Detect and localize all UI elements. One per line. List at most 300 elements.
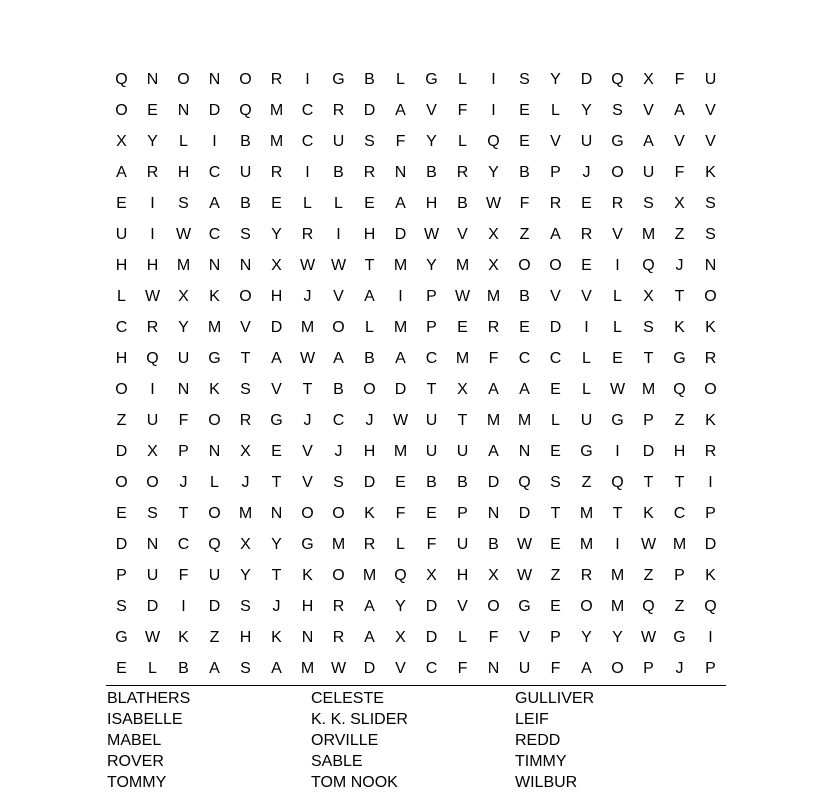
grid-letter[interactable]: S — [643, 194, 654, 212]
grid-letter[interactable]: S — [612, 101, 623, 119]
grid-letter[interactable]: F — [674, 163, 685, 181]
grid-letter[interactable]: E — [457, 318, 468, 336]
grid-letter[interactable]: F — [395, 132, 406, 150]
grid-letter[interactable]: L — [210, 473, 219, 491]
grid-letter[interactable]: V — [302, 442, 313, 460]
grid-letter[interactable]: E — [116, 504, 127, 522]
grid-letter[interactable]: D — [518, 504, 531, 522]
grid-letter[interactable]: V — [612, 225, 623, 243]
grid-letter[interactable]: M — [331, 535, 346, 553]
grid-letter[interactable]: S — [364, 132, 375, 150]
grid-letter[interactable]: A — [364, 597, 375, 615]
grid-letter[interactable]: T — [364, 256, 375, 274]
grid-letter[interactable]: Z — [116, 411, 127, 429]
grid-letter[interactable]: X — [488, 256, 499, 274]
grid-letter[interactable]: Y — [488, 163, 499, 181]
grid-letter[interactable]: M — [362, 566, 377, 584]
grid-letter[interactable]: G — [580, 442, 593, 460]
grid-letter[interactable]: O — [611, 163, 624, 181]
grid-letter[interactable]: D — [425, 597, 438, 615]
grid-letter[interactable]: M — [641, 225, 656, 243]
grid-letter[interactable]: X — [116, 132, 127, 150]
grid-letter[interactable]: C — [673, 504, 686, 522]
grid-letter[interactable]: V — [519, 628, 530, 646]
grid-letter[interactable]: E — [581, 256, 592, 274]
grid-letter[interactable]: P — [643, 659, 654, 677]
grid-letter[interactable]: R — [332, 628, 345, 646]
grid-letter[interactable]: V — [581, 287, 592, 305]
grid-letter[interactable]: N — [704, 256, 717, 274]
grid-letter[interactable]: Z — [581, 473, 592, 491]
grid-letter[interactable]: P — [426, 318, 437, 336]
grid-letter[interactable]: T — [271, 566, 282, 584]
grid-letter[interactable]: N — [518, 442, 531, 460]
grid-letter[interactable]: W — [392, 411, 409, 429]
grid-letter[interactable]: E — [550, 597, 561, 615]
grid-letter[interactable]: E — [271, 194, 282, 212]
grid-letter[interactable]: P — [705, 504, 716, 522]
grid-letter[interactable]: M — [238, 504, 253, 522]
grid-letter[interactable]: A — [643, 132, 654, 150]
grid-letter[interactable]: X — [240, 535, 251, 553]
grid-letter[interactable]: N — [146, 535, 159, 553]
grid-letter[interactable]: A — [364, 628, 375, 646]
grid-letter[interactable]: O — [363, 380, 376, 398]
grid-letter[interactable]: V — [550, 132, 561, 150]
grid-letter[interactable]: R — [332, 101, 345, 119]
grid-letter[interactable]: R — [146, 163, 159, 181]
grid-letter[interactable]: R — [704, 349, 717, 367]
grid-letter[interactable]: Z — [550, 566, 561, 584]
grid-letter[interactable]: Q — [394, 566, 407, 584]
grid-letter[interactable]: H — [270, 287, 283, 305]
grid-letter[interactable]: A — [674, 101, 685, 119]
grid-letter[interactable]: P — [426, 287, 437, 305]
grid-letter[interactable]: M — [393, 256, 408, 274]
grid-letter[interactable]: A — [581, 659, 592, 677]
grid-letter[interactable]: C — [115, 318, 128, 336]
grid-letter[interactable]: W — [144, 628, 161, 646]
grid-letter[interactable]: A — [271, 349, 282, 367]
grid-letter[interactable]: X — [178, 287, 189, 305]
grid-letter[interactable]: C — [208, 225, 221, 243]
grid-letter[interactable]: A — [271, 659, 282, 677]
grid-letter[interactable]: D — [642, 442, 655, 460]
grid-letter[interactable]: V — [705, 132, 716, 150]
grid-letter[interactable]: K — [209, 287, 220, 305]
grid-letter[interactable]: Q — [704, 597, 717, 615]
grid-letter[interactable]: U — [177, 349, 190, 367]
grid-letter[interactable]: K — [705, 411, 716, 429]
grid-letter[interactable]: N — [146, 70, 159, 88]
grid-letter[interactable]: G — [518, 597, 531, 615]
grid-letter[interactable]: M — [176, 256, 191, 274]
grid-letter[interactable]: D — [270, 318, 283, 336]
grid-letter[interactable]: J — [334, 442, 343, 460]
grid-letter[interactable]: Y — [550, 70, 561, 88]
grid-letter[interactable]: R — [363, 535, 376, 553]
grid-letter[interactable]: J — [303, 411, 312, 429]
grid-letter[interactable]: D — [363, 473, 376, 491]
grid-letter[interactable]: V — [333, 287, 344, 305]
grid-letter[interactable]: C — [518, 349, 531, 367]
grid-letter[interactable]: Q — [673, 380, 686, 398]
grid-letter[interactable]: N — [208, 70, 221, 88]
grid-letter[interactable]: D — [549, 318, 562, 336]
grid-letter[interactable]: O — [115, 101, 128, 119]
grid-letter[interactable]: K — [643, 504, 654, 522]
grid-letter[interactable]: E — [612, 349, 623, 367]
grid-letter[interactable]: S — [240, 597, 251, 615]
grid-letter[interactable]: J — [675, 256, 684, 274]
grid-letter[interactable]: E — [147, 101, 158, 119]
grid-letter[interactable]: T — [643, 349, 654, 367]
grid-letter[interactable]: O — [332, 504, 345, 522]
grid-letter[interactable]: L — [303, 194, 312, 212]
grid-letter[interactable]: L — [551, 411, 560, 429]
grid-letter[interactable]: A — [209, 659, 220, 677]
grid-letter[interactable]: O — [704, 380, 717, 398]
grid-letter[interactable]: C — [332, 411, 345, 429]
grid-letter[interactable]: E — [116, 194, 127, 212]
grid-letter[interactable]: R — [487, 318, 500, 336]
grid-letter[interactable]: A — [209, 194, 220, 212]
grid-letter[interactable]: F — [395, 504, 406, 522]
grid-letter[interactable]: Q — [611, 473, 624, 491]
grid-letter[interactable]: N — [208, 442, 221, 460]
grid-letter[interactable]: H — [673, 442, 686, 460]
grid-letter[interactable]: B — [364, 349, 375, 367]
grid-letter[interactable]: Q — [642, 597, 655, 615]
grid-letter[interactable]: N — [394, 163, 407, 181]
grid-letter[interactable]: X — [643, 287, 654, 305]
grid-letter[interactable]: A — [395, 349, 406, 367]
grid-letter[interactable]: D — [146, 597, 159, 615]
grid-letter[interactable]: G — [332, 70, 345, 88]
grid-letter[interactable]: E — [426, 504, 437, 522]
grid-letter[interactable]: D — [208, 597, 221, 615]
grid-letter[interactable]: M — [610, 566, 625, 584]
grid-letter[interactable]: Y — [426, 132, 437, 150]
grid-letter[interactable]: F — [550, 659, 561, 677]
grid-letter[interactable]: V — [550, 287, 561, 305]
grid-letter[interactable]: U — [456, 442, 469, 460]
grid-letter[interactable]: Q — [115, 70, 128, 88]
grid-letter[interactable]: S — [550, 473, 561, 491]
grid-letter[interactable]: P — [178, 442, 189, 460]
grid-letter[interactable]: N — [301, 628, 314, 646]
grid-letter[interactable]: N — [270, 504, 283, 522]
grid-letter[interactable]: I — [305, 70, 310, 88]
grid-letter[interactable]: O — [332, 566, 345, 584]
grid-letter[interactable]: T — [302, 380, 313, 398]
grid-letter[interactable]: T — [643, 473, 654, 491]
grid-letter[interactable]: V — [674, 132, 685, 150]
grid-letter[interactable]: J — [303, 287, 312, 305]
grid-letter[interactable]: T — [271, 473, 282, 491]
grid-letter[interactable]: W — [609, 380, 626, 398]
grid-letter[interactable]: B — [333, 380, 344, 398]
grid-letter[interactable]: K — [364, 504, 375, 522]
grid-letter[interactable]: J — [241, 473, 250, 491]
grid-letter[interactable]: M — [393, 442, 408, 460]
grid-letter[interactable]: E — [395, 473, 406, 491]
grid-letter[interactable]: C — [301, 101, 314, 119]
grid-letter[interactable]: H — [425, 194, 438, 212]
grid-letter[interactable]: D — [363, 101, 376, 119]
grid-letter[interactable]: R — [704, 442, 717, 460]
grid-letter[interactable]: H — [363, 225, 376, 243]
grid-letter[interactable]: M — [455, 349, 470, 367]
grid-letter[interactable]: I — [181, 597, 186, 615]
grid-letter[interactable]: B — [457, 194, 468, 212]
grid-letter[interactable]: V — [457, 597, 468, 615]
grid-letter[interactable]: L — [613, 287, 622, 305]
grid-letter[interactable]: D — [363, 659, 376, 677]
grid-letter[interactable]: A — [488, 442, 499, 460]
grid-letter[interactable]: C — [301, 132, 314, 150]
grid-letter[interactable]: F — [178, 566, 189, 584]
grid-letter[interactable]: B — [519, 163, 530, 181]
grid-letter[interactable]: P — [643, 411, 654, 429]
grid-letter[interactable]: T — [550, 504, 561, 522]
grid-letter[interactable]: M — [641, 380, 656, 398]
grid-letter[interactable]: M — [486, 287, 501, 305]
grid-letter[interactable]: B — [426, 163, 437, 181]
grid-letter[interactable]: G — [611, 411, 624, 429]
grid-letter[interactable]: E — [364, 194, 375, 212]
grid-letter[interactable]: S — [147, 504, 158, 522]
grid-letter[interactable]: I — [150, 225, 155, 243]
grid-letter[interactable]: R — [549, 194, 562, 212]
grid-letter[interactable]: Y — [147, 132, 158, 150]
grid-letter[interactable]: N — [177, 380, 190, 398]
grid-letter[interactable]: U — [704, 70, 717, 88]
grid-letter[interactable]: L — [458, 628, 467, 646]
grid-letter[interactable]: U — [580, 132, 593, 150]
grid-letter[interactable]: R — [270, 163, 283, 181]
grid-letter[interactable]: D — [115, 442, 128, 460]
grid-letter[interactable]: I — [491, 70, 496, 88]
grid-letter[interactable]: W — [454, 287, 471, 305]
grid-letter[interactable]: W — [330, 256, 347, 274]
grid-letter[interactable]: L — [179, 132, 188, 150]
grid-letter[interactable]: V — [395, 659, 406, 677]
grid-letter[interactable]: L — [582, 349, 591, 367]
grid-letter[interactable]: A — [395, 194, 406, 212]
grid-letter[interactable]: W — [299, 349, 316, 367]
grid-letter[interactable]: X — [271, 256, 282, 274]
grid-letter[interactable]: Y — [426, 256, 437, 274]
grid-letter[interactable]: X — [240, 442, 251, 460]
grid-letter[interactable]: V — [426, 101, 437, 119]
grid-letter[interactable]: D — [208, 101, 221, 119]
grid-letter[interactable]: J — [272, 597, 281, 615]
grid-letter[interactable]: U — [425, 411, 438, 429]
grid-letter[interactable]: U — [239, 163, 252, 181]
grid-letter[interactable]: K — [674, 318, 685, 336]
grid-letter[interactable]: J — [365, 411, 374, 429]
grid-letter[interactable]: A — [519, 380, 530, 398]
grid-letter[interactable]: L — [458, 132, 467, 150]
grid-letter[interactable]: E — [519, 132, 530, 150]
grid-letter[interactable]: T — [612, 504, 623, 522]
grid-letter[interactable]: O — [580, 597, 593, 615]
grid-letter[interactable]: R — [363, 163, 376, 181]
grid-letter[interactable]: L — [458, 70, 467, 88]
grid-letter[interactable]: S — [643, 318, 654, 336]
grid-letter[interactable]: L — [582, 380, 591, 398]
grid-letter[interactable]: T — [457, 411, 468, 429]
grid-letter[interactable]: I — [305, 163, 310, 181]
grid-letter[interactable]: X — [674, 194, 685, 212]
grid-letter[interactable]: G — [673, 628, 686, 646]
grid-letter[interactable]: X — [488, 566, 499, 584]
grid-letter[interactable]: Q — [146, 349, 159, 367]
grid-letter[interactable]: Q — [611, 70, 624, 88]
grid-letter[interactable]: U — [146, 411, 159, 429]
grid-letter[interactable]: R — [456, 163, 469, 181]
grid-letter[interactable]: S — [705, 194, 716, 212]
grid-letter[interactable]: I — [584, 318, 589, 336]
grid-letter[interactable]: I — [615, 256, 620, 274]
grid-letter[interactable]: K — [209, 380, 220, 398]
grid-letter[interactable]: I — [615, 442, 620, 460]
grid-letter[interactable]: E — [550, 380, 561, 398]
grid-letter[interactable]: J — [675, 659, 684, 677]
grid-letter[interactable]: W — [640, 628, 657, 646]
grid-letter[interactable]: W — [144, 287, 161, 305]
grid-letter[interactable]: B — [457, 473, 468, 491]
grid-letter[interactable]: U — [332, 132, 345, 150]
grid-letter[interactable]: O — [146, 473, 159, 491]
grid-letter[interactable]: E — [519, 101, 530, 119]
grid-letter[interactable]: Q — [642, 256, 655, 274]
grid-letter[interactable]: G — [115, 628, 128, 646]
grid-letter[interactable]: D — [704, 535, 717, 553]
grid-letter[interactable]: R — [332, 597, 345, 615]
grid-letter[interactable]: I — [212, 132, 217, 150]
grid-letter[interactable]: G — [208, 349, 221, 367]
grid-letter[interactable]: Q — [518, 473, 531, 491]
grid-letter[interactable]: A — [550, 225, 561, 243]
grid-letter[interactable]: I — [150, 380, 155, 398]
grid-letter[interactable]: P — [116, 566, 127, 584]
grid-letter[interactable]: H — [363, 442, 376, 460]
grid-letter[interactable]: M — [207, 318, 222, 336]
grid-letter[interactable]: M — [393, 318, 408, 336]
grid-letter[interactable]: G — [611, 132, 624, 150]
grid-letter[interactable]: S — [705, 225, 716, 243]
grid-letter[interactable]: N — [487, 659, 500, 677]
grid-letter[interactable]: X — [488, 225, 499, 243]
grid-letter[interactable]: U — [642, 163, 655, 181]
grid-letter[interactable]: Y — [395, 597, 406, 615]
grid-letter[interactable]: U — [208, 566, 221, 584]
grid-letter[interactable]: O — [239, 70, 252, 88]
grid-letter[interactable]: C — [549, 349, 562, 367]
grid-letter[interactable]: H — [146, 256, 159, 274]
grid-letter[interactable]: V — [271, 380, 282, 398]
grid-letter[interactable]: O — [332, 318, 345, 336]
grid-letter[interactable]: E — [116, 659, 127, 677]
grid-letter[interactable]: V — [302, 473, 313, 491]
grid-letter[interactable]: M — [455, 256, 470, 274]
grid-letter[interactable]: O — [704, 287, 717, 305]
grid-letter[interactable]: M — [579, 504, 594, 522]
grid-letter[interactable]: V — [643, 101, 654, 119]
grid-letter[interactable]: H — [115, 349, 128, 367]
grid-letter[interactable]: G — [673, 349, 686, 367]
grid-letter[interactable]: I — [491, 101, 496, 119]
grid-letter[interactable]: A — [488, 380, 499, 398]
grid-letter[interactable]: B — [426, 473, 437, 491]
grid-letter[interactable]: P — [705, 659, 716, 677]
grid-letter[interactable]: Z — [674, 411, 685, 429]
grid-letter[interactable]: E — [271, 442, 282, 460]
grid-letter[interactable]: X — [457, 380, 468, 398]
grid-letter[interactable]: X — [147, 442, 158, 460]
grid-letter[interactable]: L — [334, 194, 343, 212]
grid-letter[interactable]: Z — [674, 225, 685, 243]
grid-letter[interactable]: S — [178, 194, 189, 212]
grid-letter[interactable]: T — [674, 473, 685, 491]
grid-letter[interactable]: L — [365, 318, 374, 336]
grid-letter[interactable]: F — [488, 349, 499, 367]
grid-letter[interactable]: S — [240, 225, 251, 243]
grid-letter[interactable]: R — [580, 225, 593, 243]
grid-letter[interactable]: M — [300, 318, 315, 336]
grid-letter[interactable]: C — [425, 349, 438, 367]
grid-letter[interactable]: K — [705, 163, 716, 181]
grid-letter[interactable]: F — [178, 411, 189, 429]
grid-letter[interactable]: F — [426, 535, 437, 553]
grid-letter[interactable]: F — [674, 70, 685, 88]
grid-letter[interactable]: K — [705, 566, 716, 584]
grid-letter[interactable]: B — [240, 132, 251, 150]
grid-letter[interactable]: M — [269, 132, 284, 150]
grid-letter[interactable]: P — [550, 163, 561, 181]
grid-letter[interactable]: D — [394, 380, 407, 398]
grid-letter[interactable]: O — [301, 504, 314, 522]
grid-letter[interactable]: D — [425, 628, 438, 646]
grid-letter[interactable]: D — [580, 70, 593, 88]
grid-letter[interactable]: R — [239, 411, 252, 429]
grid-letter[interactable]: M — [517, 411, 532, 429]
grid-letter[interactable]: I — [708, 628, 713, 646]
grid-letter[interactable]: G — [270, 411, 283, 429]
grid-letter[interactable]: L — [396, 70, 405, 88]
grid-letter[interactable]: C — [208, 163, 221, 181]
grid-letter[interactable]: H — [177, 163, 190, 181]
grid-letter[interactable]: Y — [271, 225, 282, 243]
grid-letter[interactable]: T — [426, 380, 437, 398]
grid-letter[interactable]: K — [302, 566, 313, 584]
grid-letter[interactable]: R — [580, 566, 593, 584]
grid-letter[interactable]: O — [208, 411, 221, 429]
grid-letter[interactable]: S — [519, 70, 530, 88]
grid-letter[interactable]: U — [425, 442, 438, 460]
grid-letter[interactable]: A — [364, 287, 375, 305]
grid-letter[interactable]: O — [611, 659, 624, 677]
grid-letter[interactable]: Y — [612, 628, 623, 646]
grid-letter[interactable]: W — [330, 659, 347, 677]
grid-letter[interactable]: G — [301, 535, 314, 553]
grid-letter[interactable]: F — [519, 194, 530, 212]
grid-letter[interactable]: A — [116, 163, 127, 181]
grid-letter[interactable]: W — [423, 225, 440, 243]
grid-letter[interactable]: W — [299, 256, 316, 274]
